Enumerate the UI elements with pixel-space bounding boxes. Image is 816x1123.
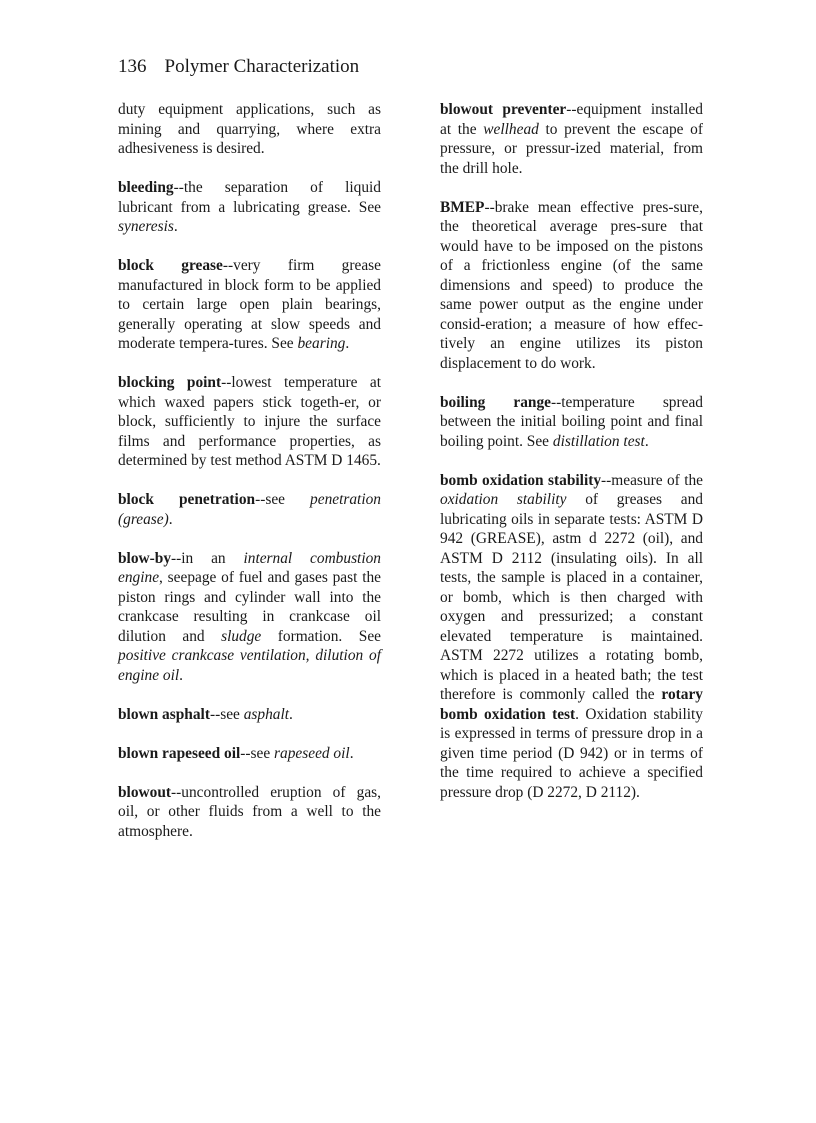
cross-reference: oxidation stability [440, 491, 567, 508]
definition-text: --equipment installed at the [440, 101, 703, 138]
entry-block-grease [118, 256, 381, 354]
term-rotary-bomb-oxidation-test: rotary bomb oxidation test [440, 686, 703, 723]
cross-reference: penetration (grease) [118, 491, 382, 528]
punctuation: . [173, 218, 178, 235]
definition-text: --see [240, 744, 275, 762]
definition-text: --the separation of liquid lubricant from a lubricating grease. See [118, 179, 381, 216]
definition-text: --see [209, 705, 244, 723]
term-blowout: blowout [118, 783, 172, 801]
definition-text: --brake mean effective pres-sure, the theoretical average pres-sure that would have to be imposed on the pistons of a frictionless engine (of the same dimensions and speed) to produce the same power output as the engine under consid-eration; a measure of how effec-tively an engine utilizes its piston displacement to do work. [440, 198, 703, 372]
punctuation: . [349, 744, 354, 762]
definition-text: , seepage of fuel and gases past the piston rings and cylinder wall into the crankcase resulting in crankcase oil dilution and [118, 569, 381, 645]
definition-text: . Oxidation stability is expressed in terms of pressure drop in a given time period (D 942) or in terms of the time required to achieve a specified pressure drop (D 2272, D 2112). [440, 705, 703, 801]
entry-blowout [118, 783, 381, 842]
term-blocking-point: blocking point [118, 374, 222, 391]
cross-reference: wellhead [483, 120, 539, 138]
term-blowout-preventer: blowout preventer [440, 101, 567, 118]
entry-bomb-oxidation-stability [440, 471, 703, 803]
entry-boiling-range [440, 393, 703, 452]
definition-text: --in an [171, 549, 244, 567]
term-block-penetration: block penetration [118, 491, 256, 508]
punctuation: . [179, 666, 183, 684]
punctuation: . [345, 335, 350, 352]
punctuation: . [289, 705, 293, 723]
definition-text: --temperature spread between the initial boiling point and final boiling point. See [440, 393, 703, 450]
page-number: 136 [118, 56, 147, 77]
definition-text: --measure of the [601, 471, 703, 489]
running-title: Polymer Characterization [164, 56, 360, 77]
punctuation: . [168, 510, 173, 528]
term-blown-asphalt: blown asphalt [118, 705, 210, 723]
definition-text: --lowest temperature at which waxed papers stick togeth-er, or block, sufficiently to injure the surface films and performance properties, as determined by test method ASTM D 1465. [118, 374, 381, 469]
left-column [118, 100, 381, 861]
definition-text: formation. See [261, 627, 381, 645]
cross-reference: sludge [221, 627, 262, 645]
term-bomb-oxidation-stability: bomb oxidation stability [440, 471, 602, 489]
definition-text: of greases and lubricating oils in separate tests: ASTM D 942 (GREASE), astm d 2272 (oil), and ASTM D 2112 (insulating oils). In all tests, the sample is placed in a container, or bomb, which is then charged with oxygen and pressurized; a constant elevated temperature is maintained. ASTM 2272 utilizes a rotating bomb, which is placed in a heated bath; the test therefore is commonly called the [440, 491, 703, 703]
term-bmep: BMEP [440, 198, 485, 216]
cross-reference: distillation test [552, 432, 645, 450]
term-bleeding: bleeding [118, 179, 174, 196]
entry-continued-text: duty equipment applications, such as mining and quarrying, where extra adhesiveness is desired. [118, 101, 381, 157]
definition-text: --very firm grease manufactured in block form to be applied to certain large open plain bearings, generally operating at slow speeds and moderate tempera-tures. See [118, 257, 381, 352]
entry-blown-rapeseed-oil [118, 744, 381, 764]
punctuation: . [644, 432, 649, 450]
cross-reference: positive crankcase ventilation, dilution of engine oil [118, 647, 381, 684]
term-blow-by: blow-by [118, 549, 172, 567]
definition-text: --uncontrolled eruption of gas, oil, or other fluids from a well to the atmosphere. [118, 783, 381, 840]
entry-blocking-point [118, 373, 381, 471]
definition-text: to prevent the escape of pressure, or pressur-ized material, from the drill hole. [440, 120, 703, 177]
term-boiling-range: boiling range [440, 393, 552, 411]
right-column [440, 100, 703, 822]
entry-block-penetration [118, 490, 381, 529]
cross-reference: bearing [297, 335, 346, 352]
term-blown-rapeseed-oil: blown rapeseed oil [118, 744, 241, 762]
definition-text: --see [255, 491, 311, 508]
entry-continued [118, 100, 381, 159]
entry-blowout-preventer [440, 100, 703, 178]
cross-reference: asphalt [243, 705, 290, 723]
entry-blow-by [118, 549, 381, 686]
entry-bmep [440, 198, 703, 374]
cross-reference: internal combustion engine [118, 549, 382, 586]
running-header [118, 56, 359, 78]
cross-reference: rapeseed oil [274, 744, 350, 762]
entry-bleeding [118, 178, 381, 237]
term-block-grease: block grease [118, 257, 223, 274]
cross-reference: syneresis [118, 218, 174, 235]
entry-blown-asphalt [118, 705, 381, 725]
